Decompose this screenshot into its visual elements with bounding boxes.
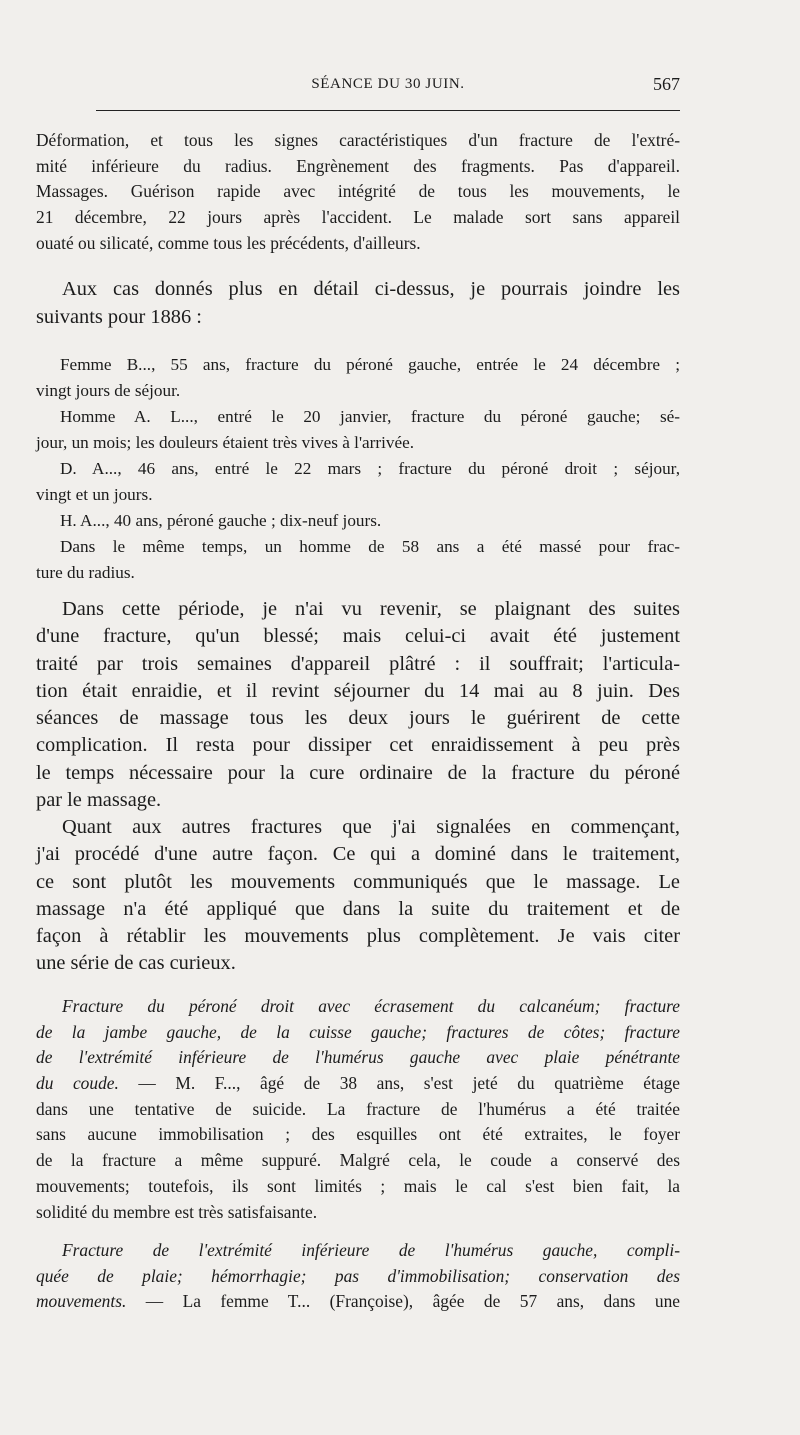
text-line: Quant aux autres fractures que j'ai signalées en commençant,	[62, 816, 680, 838]
text-line: solidité du membre est très satisfaisante.	[36, 1201, 318, 1222]
case-text-start: — M. F..., âgé de 38 ans, s'est jeté du quatrième étage	[118, 1073, 680, 1094]
case-title-line: de l'extrémité inférieure de l'humérus gauche avec plaie pénétrante	[36, 1047, 680, 1068]
text-line: mité inférieure du radius. Engrènement des fragments. Pas d'appareil.	[36, 155, 680, 176]
paragraph-period	[36, 596, 680, 814]
text-line: sans aucune immobilisation ; des esquilles ont été extraites, le foyer	[36, 1124, 680, 1145]
text-line: suivants pour 1886 :	[36, 305, 202, 328]
text-line: par le massage.	[36, 789, 162, 812]
page-header	[96, 76, 680, 100]
text-line: une série de cas curieux.	[36, 952, 236, 975]
case-line: Homme A. L..., entré le 20 janvier, fracture du péroné gauche; sé-	[60, 407, 680, 426]
case-title-line: Fracture du péroné droit avec écrasement du calcanéum; fracture	[62, 996, 680, 1016]
case-title-end: du coude.	[36, 1073, 119, 1094]
text-line: de la fracture a même suppuré. Malgré cela, le coude a conservé des	[36, 1150, 680, 1171]
case-list	[36, 352, 680, 586]
text-line: complication. Il resta pour dissiper cet enraidissement à peu près	[36, 734, 680, 757]
case-line: jour, un mois; les douleurs étaient très vives à l'arrivée.	[36, 433, 415, 452]
text-line: Massages. Guérison rapide avec intégrité de tous les mouvements, le	[36, 181, 680, 202]
case-title-line: Fracture de l'extrémité inférieure de l'humérus gauche, compli-	[62, 1240, 680, 1260]
text-line: ouaté ou silicaté, comme tous les précédents, d'ailleurs.	[36, 232, 421, 253]
text-line: j'ai procédé d'une autre façon. Ce qui a dominé dans le traitement,	[36, 843, 680, 866]
text-line	[36, 1071, 680, 1097]
text-line: façon à rétablir les mouvements plus complètement. Je vais citer	[36, 925, 680, 948]
text-line	[36, 1289, 680, 1315]
text-line: 21 décembre, 22 jours après l'accident. Le malade sort sans appareil	[36, 207, 680, 228]
page-number: 567	[653, 74, 680, 94]
case-line: Femme B..., 55 ans, fracture du péroné gauche, entrée le 24 décembre ;	[60, 355, 680, 374]
text-line: dans une tentative de suicide. La fracture de l'humérus a été traitée	[36, 1098, 680, 1119]
text-line: le temps nécessaire pour la cure ordinaire de la fracture du péroné	[36, 761, 680, 784]
text-line: Déformation, et tous les signes caractéristiques d'un fracture de l'extré-	[36, 130, 680, 150]
paragraph-continuation	[36, 128, 680, 256]
case-line: D. A..., 46 ans, entré le 22 mars ; fracture du péroné droit ; séjour,	[60, 459, 680, 478]
case-title-end: mouvements.	[36, 1291, 127, 1312]
text-line: séances de massage tous les deux jours le guérirent de cette	[36, 707, 680, 730]
case-fracture-humerus	[36, 1238, 680, 1315]
case-line: vingt jours de séjour.	[36, 381, 181, 400]
text-line: ce sont plutôt les mouvements communiqués que le massage. Le	[36, 870, 680, 893]
text-line: Aux cas donnés plus en détail ci-dessus, je pourrais joindre les	[62, 278, 680, 300]
case-title-line: de la jambe gauche, de la cuisse gauche; fractures de côtes; fracture	[36, 1021, 680, 1042]
text-line: Dans cette période, je n'ai vu revenir, se plaignant des suites	[62, 598, 680, 620]
case-title-line: quée de plaie; hémorrhagie; pas d'immobilisation; conservation des	[36, 1265, 680, 1286]
text-line: d'une fracture, qu'un blessé; mais celui-ci avait été justement	[36, 625, 680, 648]
header-rule	[96, 110, 680, 111]
case-fracture-perone	[36, 994, 680, 1225]
case-line: ture du radius.	[36, 563, 135, 582]
text-line: tion était enraidie, et il revint séjourner du 14 mai au 8 juin. Des	[36, 679, 680, 702]
case-text-start: — La femme T... (Françoise), âgée de 57 ans, dans une	[126, 1291, 680, 1312]
text-line: traité par trois semaines d'appareil plâtré : il souffrait; l'articula-	[36, 652, 680, 675]
text-line: massage n'a été appliqué que dans la suite du traitement et de	[36, 897, 680, 920]
paragraph-other-fractures	[36, 814, 680, 978]
case-line: vingt et un jours.	[36, 485, 153, 504]
case-line: H. A..., 40 ans, péroné gauche ; dix-neuf jours.	[60, 511, 382, 530]
running-title: SÉANCE DU 30 JUIN.	[311, 76, 465, 92]
case-line: Dans le même temps, un homme de 58 ans a été massé pour frac-	[60, 537, 680, 556]
text-line: mouvements; toutefois, ils sont limités ; mais le cal s'est bien fait, la	[36, 1175, 680, 1196]
paragraph-intro-cases	[36, 276, 680, 332]
